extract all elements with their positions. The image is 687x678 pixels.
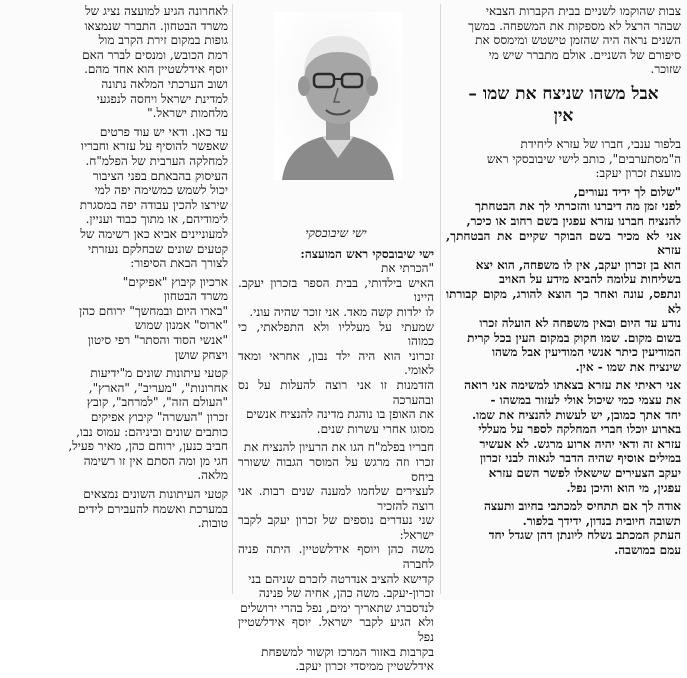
press-sources-paragraph: קטעי עיתונות שונים מ"ידיעות אחרונות", "מעריב", "הארץ", "העולם הזה", "למרחב", קובץ זכרון "העשרה" קיבוץ אפיקים כותבים שונים וביניהם: עמוס נבו, חביב כנען, ירוחם כהן, מאיר פעיל, חגי מן ומה הסתם אין זו רשימה מלאה. bbox=[68, 366, 228, 483]
article-headline: אבל משהו שניצח את שמו – אין bbox=[468, 83, 659, 126]
portrait-figure bbox=[238, 4, 434, 240]
letter-closing-paragraph: אודה לך אם תתחיס למכתבי בחיוב ותעצה תשובה חיובית בנדון, ידידך בלפור. העתק המכתב נשלח ליונתן דהן שגדל יחד עמם במושבה. bbox=[483, 499, 681, 557]
article-column-right bbox=[446, 4, 681, 562]
sources-list: ארכיון קיבוץ "אפיקים" משרד הבטחון "בארו היום ובמחשך" ירוחם כהן "ארוס" אמנון שמוש "אנשי הסוד והסתר" רפי סיטון ויצחק שושן bbox=[79, 274, 228, 362]
letter-quote-paragraph-2: אני ראיתי את עזרא בצאתו למשימה אני רואה את עצמי כמי שיכול אולי לעזור במשהו - יחד אתך כמובן, יש לעשות להנציח את שמו. בארוע יוכלו חברי המחלקה לספר על מעללי עזרא זה ודאי יהיה ארוע מרגש. לא אעשיר במילים אוסיף שהיה הדבר לגאוה לבני זכרון יעקב הצעירים שישאלו לפשר השם עזרא עפגין, מי הוא והיכן נפל. bbox=[464, 378, 681, 495]
portrait-caption: ישי שיבובסקי bbox=[305, 226, 367, 240]
quote-paragraph-2: חבריו בפלמ"ח הגו את הרעיון להנציח את זכרו וזה מרגש על המוסר הגבוה ששורר ביחס לעצירים שלחמו למענה שנים רבות. אני רוצה להזכיר שני נעדרים נוספים של זכרון יעקב לקבר ישראל: משה כהן ויוסף אידלשטיין. היתה פניה לחברה קדישא להציב אנדרטה לזכרם שניהם בני זכרון-יעקב. משה כהן, אחיה של פנינה לנדסברג שתאריך ימים, נפל בהרי ירושלים ולא הגיע לקבר ישראל. יוסף אידלשטיין נפל בקרבות באזור המרכז וקשור למשפחת אידלשטיין ממיסדי זכרון יעקב. bbox=[238, 440, 434, 674]
further-details-paragraph: עד כאן. ודאי יש עוד פרטים שאפשר להוסיף על עזרא וחבריו למחלקה הערבית של הפלמ"ח. העיסוק בהבאתם בפני הציבור יכול לשמש כמשימה יפה למי שירצו להכין עבודה יפה במסגרת לימודיהם, או מתוך כבוד ועניין. למעוניינים אביא כאן רשימה של קטעים שונים שבחלקם נעזרתי לצורך הבאת הסיפור: bbox=[79, 124, 228, 271]
quote-paragraph-1: "הכרתי את האיש בילדותי, בבית הספר בזכרון יעקב. היינו לו ילדות קשה מאד. אני זוכר שהיה עוני. שמעתי על מעלליו ולא התפלאתי, כי כמוהו זכרוני הוא היה ילד נבון, אחראי ומאד לאומי. הזדמנות זו אני רוצה להעלות על נס ובהערכה את האופן בו נוהגת מדינה להנציח אנשים מסוגו אחרי עשרות שנים. bbox=[238, 261, 434, 436]
letter-intro-paragraph: בלפור ענבי, חברו של עזרא ליחידת ה"מסתערבים", כותב לישי שיבובסקי ראש מועצת זכרון יעקב: bbox=[486, 136, 681, 181]
article-intro-paragraph: צבות שהוקמו לשניים בבית הקברות הצבאי שבהר הרצל לא מספקות את המשפחה. במשך השנים נראה היה שהזמן טישטש ומימסס את סיפורם של השניים. אולם מתברר שיש מי שזוכר. bbox=[468, 4, 681, 77]
column-divider-right bbox=[440, 4, 441, 594]
closing-quote-paragraph: לאחרונה הגיע למועצה נציג של משרד הבטחון. התברר שנמצאו גופות במקום זירת הקרב מול רמת הכובש, ומנסים לברר האם יוסף אידלשטיין הוא אחד מהם. ושוב הערכתי המלאה נתונה למדינת ישראל ויחסה לנפגעי מלחמות ישראל." bbox=[82, 4, 228, 121]
letter-quote-paragraph-1: "שלום לך ידיד נעורים, לפני זמן מה דיברנו והזכרתי לך את הבטחתך להנציח חברנו עזרא עפגין בשם רחוב או כיכר, אני לא מכיר בשם הבוקר שקיים את הבטחתך, עזרא הוא בן זכרון יעקב, אין לו משפחה, הוא יצא בשליחות עלומה להביא מידע על האויב ונתפס, עונה ואחר כך הוצא להורג, מקום קבורתו לא נודע עד היום ובאין משפחה לא הועלה זכרו בשום מקום. שמו חקוק במקום העין בכל קרית המודיעין כיתר אנשי המודיעין אבל משהו שינציח את שמו - אין. bbox=[446, 184, 681, 374]
article-column-left bbox=[6, 4, 228, 535]
portrait-photo bbox=[274, 12, 402, 180]
archive-note-paragraph: קטעי העיתונות השונים נמצאים במערכת ואשמח להעבירם לידים טובות. bbox=[78, 487, 228, 531]
quote-speaker-label: ישי שיבובסקי ראש המועצה: bbox=[300, 246, 434, 261]
column-divider-left bbox=[232, 4, 233, 594]
article-column-middle bbox=[238, 4, 434, 678]
